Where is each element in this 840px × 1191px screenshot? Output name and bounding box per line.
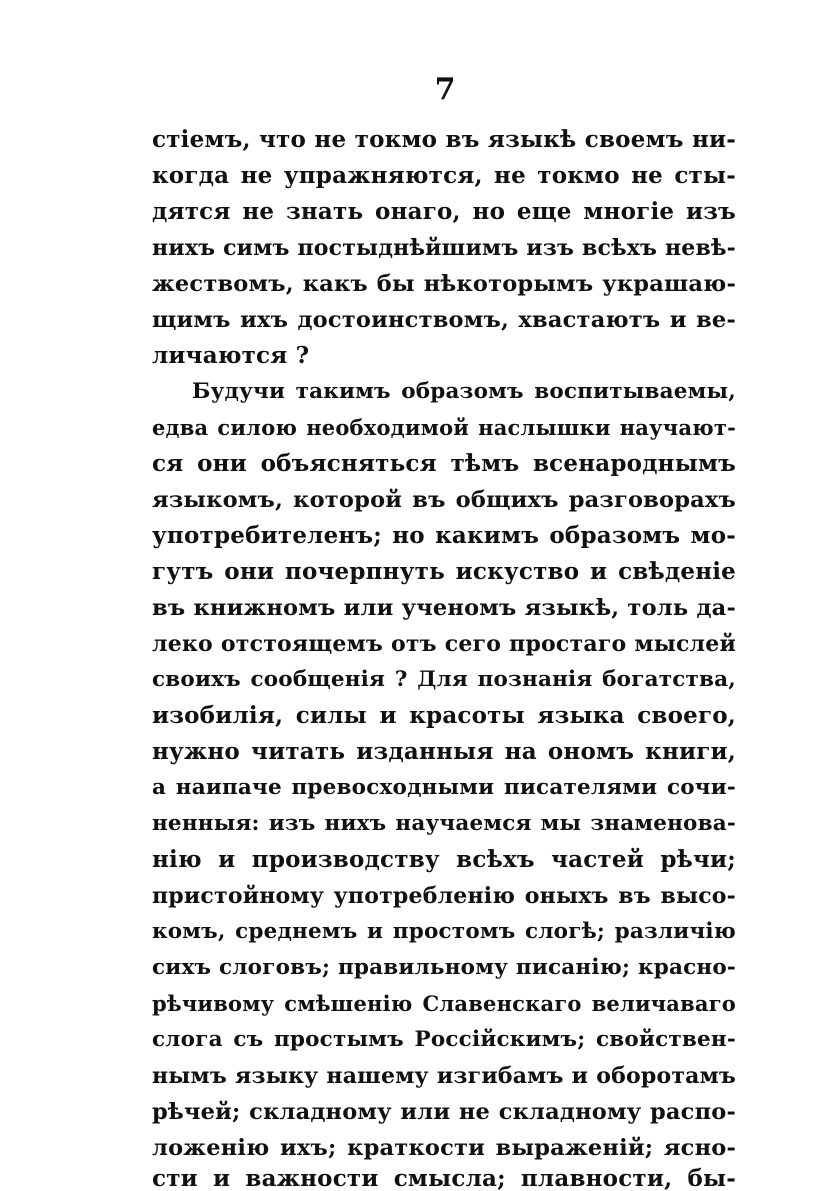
text-line: сихъ слоговъ; правильному писанію; красно- bbox=[152, 955, 736, 980]
page-number: 7 bbox=[434, 72, 456, 107]
text-line: ложенію ихъ; краткости выраженій; ясно- bbox=[152, 1135, 736, 1161]
text-line: гутъ они почерпнуть искуство и свѣденіе bbox=[152, 558, 736, 585]
text-line: слога съ простымъ Россійскимъ; свойствен- bbox=[152, 1027, 736, 1052]
text-line: своихъ сообщенія ? Для познанія богатства, bbox=[152, 667, 736, 692]
text-line: нію и производству всѣхъ частей рѣчи; bbox=[152, 846, 736, 873]
text-line: комъ, среднемъ и простомъ слогѣ; различію bbox=[152, 919, 736, 944]
text-line: леко отстоящемъ отъ сего простаго мыслей bbox=[152, 631, 736, 657]
text-line: въ книжномъ или ученомъ языкѣ, толь да- bbox=[152, 595, 736, 621]
text-line: изобилія, силы и красоты языка своего, bbox=[152, 702, 736, 729]
text-line: нымъ языку нашему изгибамъ и оборотамъ bbox=[152, 1063, 736, 1089]
text-line: а наипаче превосходными писателями сочи- bbox=[152, 775, 736, 800]
text-line: когда не упражняются, не токмо не сты- bbox=[152, 162, 736, 189]
text-line: ся они объясняться тѣмъ всенароднымъ bbox=[152, 450, 736, 477]
text-line: пристойному употребленію оныхъ въ высо- bbox=[152, 883, 736, 909]
text-line: жествомъ, какъ бы нѣкоторымъ украшаю- bbox=[152, 271, 736, 297]
text-line: языкомъ, которой въ общихъ разговорахъ bbox=[152, 487, 736, 513]
text-line: дятся не знать онаго, но еще многіе изъ bbox=[152, 198, 736, 225]
text-line: рѣчей; складному или не складному распо- bbox=[152, 1099, 736, 1125]
text-line: личаются ? bbox=[152, 342, 310, 369]
text-line: стіемъ, что не токмо въ языкѣ своемъ ни- bbox=[152, 126, 736, 153]
text-line: нихъ симъ постыднѣйшимъ изъ всѣхъ невѣ- bbox=[152, 235, 736, 261]
text-line: употребителенъ; но какимъ образомъ мо- bbox=[152, 522, 736, 549]
text-line: рѣчивому смѣшенію Славенскаго величаваго bbox=[152, 991, 736, 1016]
text-line: ненныя: изъ нихъ научаемся мы знаменова- bbox=[152, 811, 736, 836]
paragraph-first-line: Будучи такимъ образомъ воспитываемы, bbox=[192, 379, 736, 404]
text-line: едва силою необходимой наслышки научают- bbox=[152, 415, 736, 440]
text-line: сти и важности смысла; плавности, бы- bbox=[152, 1166, 736, 1191]
text-line: нужно читать изданныя на ономъ книги, bbox=[152, 738, 736, 765]
text-line: щимъ ихъ достоинствомъ, хвастаютъ и ве- bbox=[152, 307, 736, 333]
